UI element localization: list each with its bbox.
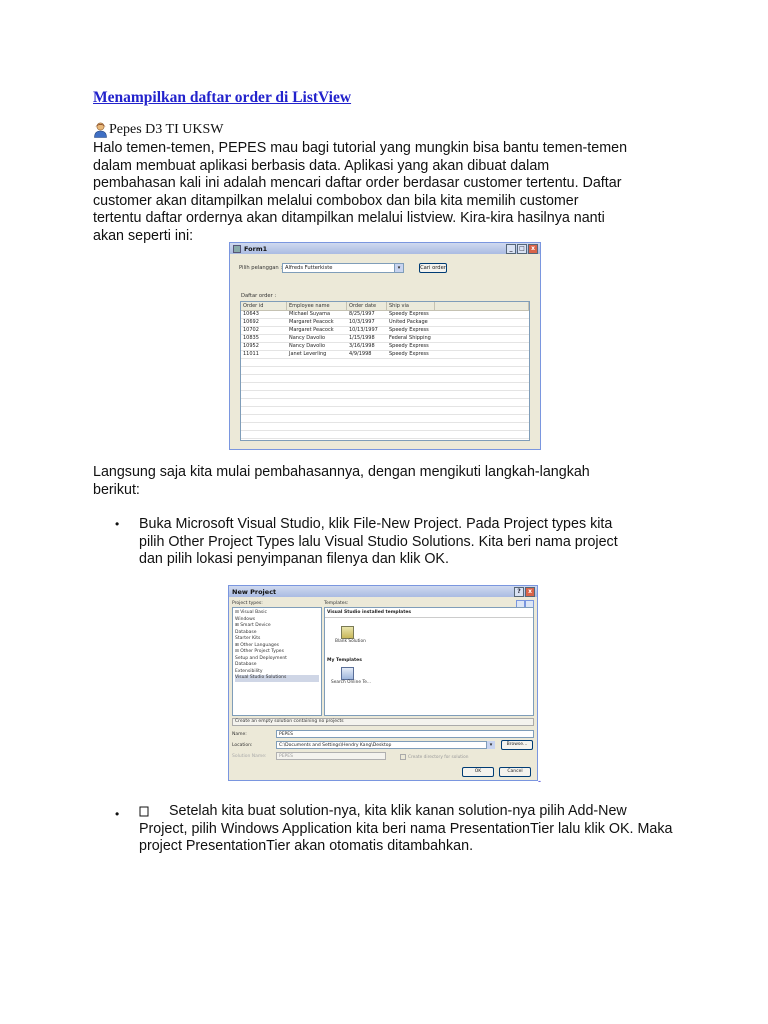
solution-name-label: Solution Name: (232, 754, 267, 759)
cell: 1/15/1998 (349, 335, 375, 341)
paragraph-line: Langsung saja kita mulai pembahasannya, dengan mengikuti langkah-langkah (93, 464, 590, 480)
cell (435, 335, 529, 342)
cell: Margaret Peacock (289, 319, 334, 325)
column-header-filler (435, 302, 529, 310)
article-title-link[interactable]: Menampilkan daftar order di ListView (93, 89, 352, 106)
empty-row (241, 407, 529, 415)
tree-item-selected[interactable]: Visual Studio Solutions (235, 675, 319, 682)
customer-combobox[interactable] (282, 263, 404, 273)
search-order-button[interactable]: Cari order (420, 265, 446, 271)
cell: 10692 (243, 319, 259, 325)
project-types-label: Project types: (232, 601, 263, 606)
column-header[interactable]: Order id (241, 302, 287, 310)
order-row[interactable] (241, 311, 529, 319)
tree-item[interactable]: ⊟ Other Project Types (235, 649, 284, 654)
checkbox-icon (400, 754, 406, 760)
step-line: Buka Microsoft Visual Studio, klik File-New Project. Pada Project types kita (139, 516, 613, 532)
order-listview[interactable] (240, 301, 530, 441)
tree-item[interactable]: ⊞ Smart Device (235, 623, 271, 628)
listview-header (241, 302, 529, 311)
cell: 10702 (243, 327, 259, 333)
customer-combobox-value: Alfreds Futterkiste (285, 265, 333, 271)
steps-intro-paragraph (93, 464, 683, 499)
order-list-label: Daftar order : (241, 293, 277, 299)
empty-row (241, 375, 529, 383)
template-description: Create an empty solution containing no projects (232, 718, 534, 726)
name-label: Name: (232, 732, 247, 737)
cell (435, 311, 529, 318)
step-line: Setelah kita buat solution-nya, kita klik kanan solution-nya pilih Add-New (169, 803, 627, 819)
form1-screenshot (229, 242, 541, 450)
empty-row (241, 383, 529, 391)
form1-title: Form1 (244, 244, 268, 253)
intro-line: pembahasan kali ini adalah mencari daftar order berdasar customer tertentu. Daftar (93, 175, 622, 191)
tree-item[interactable]: Database (235, 662, 257, 667)
form1-titlebar (230, 243, 540, 254)
empty-row (241, 359, 529, 367)
order-row[interactable] (241, 327, 529, 335)
intro-paragraph (93, 140, 683, 245)
my-templates-header: My Templates (327, 658, 362, 663)
intro-line: customer akan ditampilkan melalui combobox dan bila kita memilih customer (93, 192, 579, 209)
minimize-button[interactable]: _ (506, 244, 516, 254)
project-types-tree[interactable] (232, 607, 322, 716)
tree-item[interactable]: Windows (235, 616, 256, 622)
cell: 10/3/1997 (349, 319, 375, 325)
cell: 4/9/1998 (349, 351, 372, 357)
create-directory-checkbox (400, 754, 469, 760)
help-button[interactable]: ? (514, 587, 524, 597)
new-project-titlebar (229, 586, 537, 597)
cell: Nancy Davolio (289, 343, 326, 349)
empty-row (241, 431, 529, 439)
empty-row (241, 415, 529, 423)
step-1-text (139, 516, 679, 569)
cell: 11011 (243, 351, 259, 357)
user-icon (93, 122, 108, 138)
trailing-mark: - (538, 776, 541, 786)
tree-item[interactable]: Database (235, 629, 257, 635)
cell (435, 351, 529, 358)
order-row[interactable] (241, 319, 529, 327)
step-line: dan pilih lokasi penyimpanan filenya dan klik OK. (139, 551, 449, 567)
cell: Michael Suyama (289, 311, 331, 317)
order-row[interactable] (241, 335, 529, 343)
step-2-text (139, 803, 679, 856)
intro-line: Halo temen-temen, PEPES mau bagi tutorial yang mungkin bisa bantu temen-temen (93, 140, 628, 156)
location-value: C:\Documents and Settings\Hendry Kang\Desktop (279, 743, 392, 748)
location-combobox[interactable] (276, 741, 494, 749)
tree-item[interactable]: ⊞ Other Languages (235, 642, 279, 648)
chevron-down-icon[interactable]: ▾ (394, 264, 403, 272)
solution-name-input: PEPES (276, 752, 386, 760)
cell: Janet Leverling (289, 351, 327, 357)
intro-line: dalam membuat aplikasi berbasis data. Aplikasi yang akan dibuat dalam (93, 157, 550, 174)
bullet-icon: • (115, 807, 120, 821)
browse-button[interactable]: Browse... (501, 740, 533, 750)
maximize-button[interactable]: □ (517, 244, 527, 254)
empty-row (241, 367, 529, 375)
bullet-icon: • (115, 517, 120, 531)
cell (435, 319, 529, 326)
cell: Federal Shipping (389, 335, 431, 341)
cell: 10/13/1997 (349, 327, 378, 333)
intro-line: akan seperti ini: (93, 227, 194, 244)
cell: Margaret Peacock (289, 327, 334, 333)
form-icon (233, 245, 241, 253)
tree-item[interactable]: Starter Kits (235, 636, 261, 641)
close-button[interactable]: x (525, 587, 535, 597)
new-project-screenshot (228, 585, 538, 781)
customer-label: Pilih pelanggan : (239, 265, 283, 271)
blank-solution-icon[interactable] (341, 626, 354, 639)
empty-row (241, 399, 529, 407)
column-header[interactable]: Order date (347, 302, 387, 310)
cell: Speedy Express (389, 327, 429, 333)
new-project-title: New Project (232, 587, 277, 596)
cell: Nancy Davolio (289, 335, 326, 341)
search-online-templates-label[interactable]: Search Online Te... (331, 680, 371, 685)
step-line: pilih Other Project Types lalu Visual Studio Solutions. Kita beri nama project (139, 533, 618, 550)
templates-pane[interactable] (324, 607, 534, 716)
name-input[interactable]: PEPES (276, 730, 534, 738)
close-button[interactable]: x (528, 244, 538, 254)
location-label: Location: (232, 743, 253, 748)
cell: 10643 (243, 311, 259, 317)
order-row[interactable] (241, 351, 529, 359)
empty-row (241, 439, 529, 441)
tree-item[interactable]: ⊟ Visual Basic (235, 610, 267, 615)
search-online-templates-icon[interactable] (341, 667, 354, 680)
cell: Speedy Express (389, 311, 429, 317)
order-row[interactable] (241, 343, 529, 351)
blank-solution-label[interactable]: Blank Solution (335, 639, 366, 644)
cancel-button[interactable]: Cancel (499, 767, 531, 777)
create-directory-label: Create directory for solution (408, 754, 469, 760)
chevron-down-icon[interactable]: ▾ (486, 741, 495, 749)
installed-templates-header: Visual Studio installed templates (325, 608, 533, 618)
intro-line: tertentu daftar ordernya akan ditampilkan melalui listview. Kira-kira hasilnya nanti (93, 210, 605, 226)
cell: 3/16/1998 (349, 343, 375, 349)
tree-item[interactable]: Extensibility (235, 668, 263, 674)
empty-row (241, 423, 529, 431)
paragraph-line: berikut: (93, 481, 140, 498)
cell: Speedy Express (389, 351, 429, 357)
column-header[interactable]: Ship via (387, 302, 435, 310)
cell: Speedy Express (389, 343, 429, 349)
tree-item[interactable]: Setup and Deployment (235, 655, 287, 661)
location-dropdown[interactable] (487, 741, 495, 749)
cell: 10952 (243, 343, 259, 349)
column-header[interactable]: Employee name (287, 302, 347, 310)
author-name: Pepes D3 TI UKSW (109, 122, 224, 137)
ok-button[interactable]: OK (462, 767, 494, 777)
templates-label: Templates: (324, 601, 349, 606)
step-line: Project, pilih Windows Application kita beri nama PresentationTier lalu klik OK. Maka (139, 820, 673, 837)
author-line (93, 122, 223, 138)
step-line: project PresentationTier akan otomatis ditambahkan. (139, 838, 474, 854)
cell: 8/25/1997 (349, 311, 375, 317)
empty-row (241, 391, 529, 399)
cell: United Package (389, 319, 428, 325)
cell (435, 327, 529, 334)
cell: 10835 (243, 335, 259, 341)
cell (435, 343, 529, 350)
